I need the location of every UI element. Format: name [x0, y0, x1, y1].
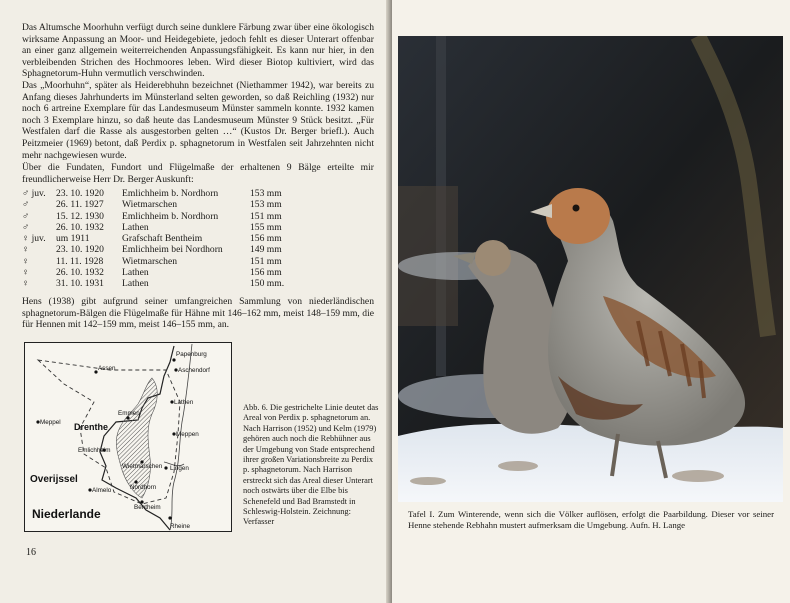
wing-cell: 156 mm: [250, 267, 282, 279]
sex-cell: ♂: [22, 221, 30, 233]
sex-cell: ♀: [22, 255, 30, 267]
table-row: [22, 199, 310, 210]
wing-cell: 153 mm: [250, 199, 282, 211]
table-row: [22, 278, 310, 289]
label-overijssel: Overijssel: [30, 474, 78, 485]
table-row: [22, 233, 310, 244]
paragraph-fundaten-intro: Über die Fundaten, Fundort und Flügelmaße der erhaltenen 9 Bälge erteilte mir freundlicherweise Herr Dr. Berger Auskunft:: [22, 162, 374, 185]
specimen-table: [22, 188, 310, 290]
plate-caption: Tafel I. Zum Winterende, wenn sich die Völker auflösen, erfolgt die Paarbildung. Dieser vor seiner Henne stehende Rebhahn mustert aufmerksam die Umgebung. Aufn. H. Lange: [408, 509, 774, 531]
table-row: [22, 244, 310, 255]
date-cell: 23. 10. 1920: [56, 188, 104, 199]
label-lathen: Lathen: [174, 399, 194, 406]
sex-cell: ♂: [22, 210, 30, 222]
table-row: [22, 256, 310, 267]
label-lingen: Lingen: [170, 465, 189, 472]
label-nordhorn: Nordhorn: [130, 484, 157, 491]
page-number: 16: [26, 547, 36, 558]
locality-cell: Lathen: [122, 278, 149, 290]
date-cell: 26. 10. 1932: [56, 267, 104, 279]
sex-cell: ♀: [22, 278, 30, 290]
date-cell: 31. 10. 1931: [56, 278, 104, 290]
partridge-photo: [398, 36, 783, 502]
locality-cell: Lathen: [122, 221, 149, 233]
date-cell: 26. 11. 1927: [56, 199, 104, 211]
wing-cell: 151 mm: [250, 210, 282, 222]
locality-cell: Lathen: [122, 267, 149, 279]
label-assen: Assen: [98, 365, 116, 372]
label-rheine: Rheine: [170, 523, 190, 530]
label-papenburg: Papenburg: [176, 351, 207, 358]
locality-cell: Emlichheim b. Nordhorn: [122, 188, 219, 199]
table-row: [22, 267, 310, 278]
left-page: [0, 0, 392, 603]
label-aschendorf: Aschendorf: [178, 367, 210, 374]
locality-cell: Wietmarschen: [122, 255, 178, 267]
wing-cell: 153 mm: [250, 188, 282, 199]
wing-cell: 151 mm: [250, 255, 282, 267]
table-row: [22, 211, 310, 222]
label-wietmarschen: Wietmarschen: [122, 463, 163, 470]
label-meppel: Meppel: [40, 419, 61, 426]
date-cell: 23. 10. 1920: [56, 244, 104, 256]
date-cell: 11. 11. 1928: [56, 255, 104, 267]
sex-cell: ♂ juv.: [22, 188, 46, 199]
sex-cell: ♀ juv.: [22, 233, 46, 245]
date-cell: 26. 10. 1932: [56, 221, 104, 233]
date-cell: um 1911: [56, 233, 90, 245]
wing-cell: 155 mm: [250, 221, 282, 233]
locality-cell: Grafschaft Bentheim: [122, 233, 203, 245]
label-meppen: Meppen: [176, 431, 199, 438]
label-almelo: Almelo: [92, 487, 112, 494]
locality-cell: Emlichheim b. Nordhorn: [122, 210, 219, 222]
label-bentheim: Bentheim: [134, 504, 161, 511]
wing-cell: 156 mm: [250, 233, 282, 245]
range-map: [24, 342, 232, 532]
locality-cell: Wietmarschen: [122, 199, 178, 211]
wing-cell: 150 mm.: [250, 278, 285, 290]
label-niederlande: Niederlande: [32, 507, 101, 521]
label-emmen: Emmen: [118, 410, 140, 417]
paragraph-heiderebhuhn: Das „Moorhuhn“, später als Heiderebhuhn bezeichnet (Niethammer 1942), war bereits zu Anfang dieses Jahrhunderts im Münsterland selten geworden, so daß Reichling (1932) nur noch 6 artreine Exemplare für das Landesmuseum Münster sammeln konnte. 1932 kamen noch 3 Exemplare hinzu, so daß heute das Landesmuseum Münster 9 Stück besitzt. „Für Westfalen darf die Rasse als ausgestorben gelten …“ (Kustos Dr. Berger briefl.). Auch Peitzmeier (1969) betont, daß Perdix p. sphagnetorum in Westfalen seit Jahrzehnten nicht mehr nachgewiesen wurde.: [22, 80, 374, 161]
table-row: [22, 222, 310, 233]
date-cell: 15. 12. 1930: [56, 210, 104, 222]
label-emlichheim: Emlichheim: [78, 447, 111, 454]
paragraph-moorhuhn-intro: Das Altumsche Moorhuhn verfügt durch seine dunklere Färbung zwar über eine ökologisch wirksame Anpassung an Moor- und Heidegebiete, jedoch fehlt es dieser Unterart offenbar an einer ganz allgemein weiterreichenden Anpassungsfähigkeit. Es kann nur hier, in den verbleibenden Strichen des Hochmoores leben. Wird dieser Biotop kultiviert, wird das Sphagnetorum-Huhn vermutlich verschwinden.: [22, 22, 374, 80]
locality-cell: Emlichheim bei Nordhorn: [122, 244, 223, 256]
paragraph-hens: Hens (1938) gibt aufgrund seiner umfangreichen Sammlung von niederländischen sphagnetorum-Bälgen die Flügelmaße für Hähne mit 146–162 mm, meist 148–159 mm, die für Hennen mit 142–159 mm, meist 146–155 mm, an.: [22, 296, 374, 331]
sex-cell: ♂: [22, 199, 30, 211]
sex-cell: ♀: [22, 244, 30, 256]
figure-caption: Abb. 6. Die gestrichelte Linie deutet das Areal von Perdix p. sphagnetorum an. Nach Harrison (1952) und Kelm (1979) gehören auch noch die Rebhühner aus der Umgebung von Stade entsprechend ihrer großen Variationsbreite zu Perdix p. sphagnetorum. Nach Harrison erstreckt sich das Areal dieser Unterart noch ostwärts über die Elbe bis Schenefeld und Bad Bramstedt in Schleswig-Holstein. Zeichnung: Verfasser: [243, 403, 379, 527]
wing-cell: 149 mm: [250, 244, 282, 256]
sex-cell: ♀: [22, 267, 30, 279]
table-row: [22, 188, 310, 199]
label-drenthe: Drenthe: [74, 422, 109, 432]
